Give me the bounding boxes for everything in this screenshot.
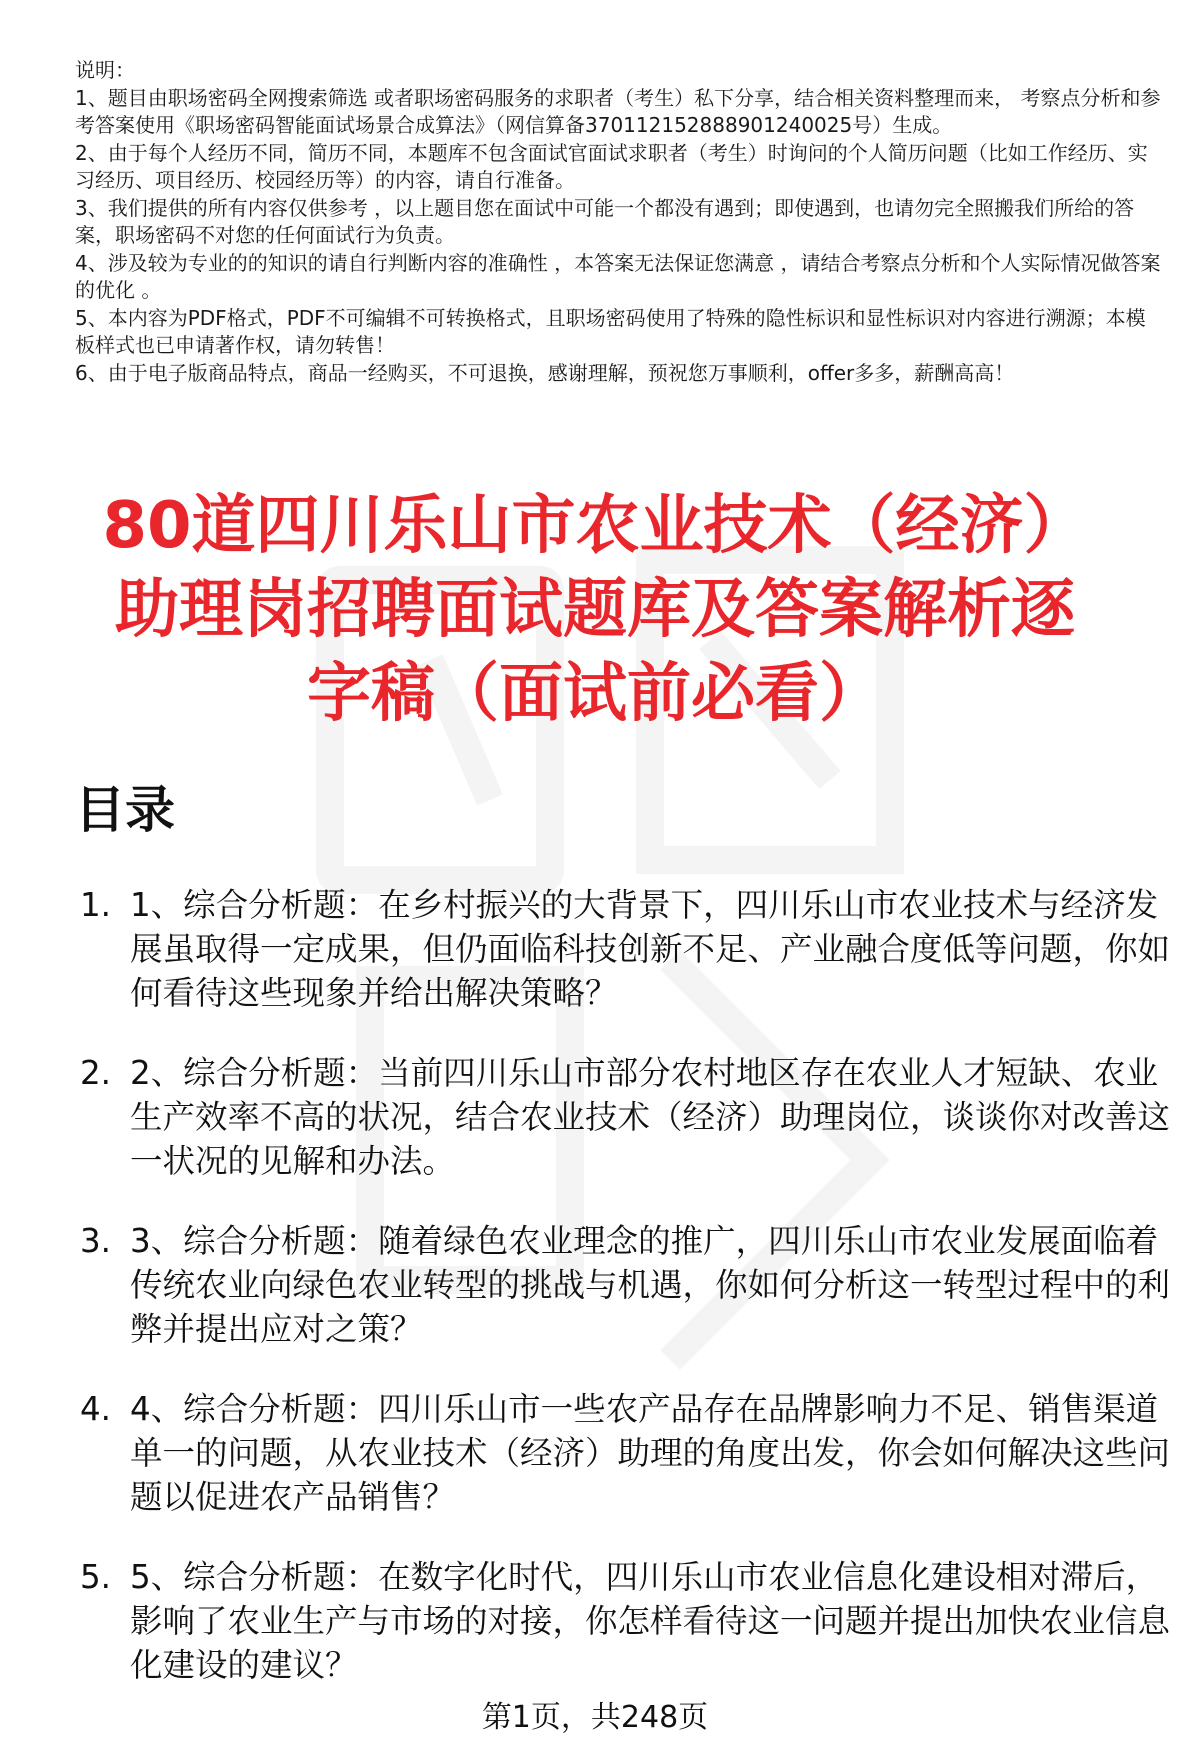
toc-item-4[interactable] [75, 1387, 1175, 1519]
disclaimer-line-1: 1、题目由职场密码全网搜索筛选 或者职场密码服务的求职者（考生）私下分享，结合相关资料整理而来， 考察点分析和参考答案使用《职场密码智能面试场景合成算法》（网信算备370112152888901240025号）生成。 [75, 85, 1161, 137]
disclaimer-line-3: 3、我们提供的所有内容仅供参考 ，以上题目您在面试中可能一个都没有遇到；即使遇到，也请勿完全照搬我们所给的答案，职场密码不对您的任何面试行为负责。 [75, 195, 1135, 247]
toc-item-text[interactable]: 1、综合分析题：在乡村振兴的大背景下，四川乐山市农业技术与经济发展虽取得一定成果，但仍面临科技创新不足、产业融合度低等问题，你如何看待这些现象并给出解决策略？ [130, 886, 1171, 1012]
title-line-2: 助理岗招聘面试题库及答案解析逐 [115, 573, 1075, 647]
toc-item-3[interactable] [75, 1219, 1175, 1351]
page-number: 第1页，共248页 [481, 1700, 709, 1735]
title-line-3: 字稿（面试前必看） [307, 657, 883, 731]
toc-item-number: 2. [80, 1054, 112, 1092]
toc-item-1[interactable] [75, 883, 1175, 1015]
toc-item-text[interactable]: 2、综合分析题：当前四川乐山市部分农村地区存在农业人才短缺、农业生产效率不高的状况，结合农业技术（经济）助理岗位，谈谈你对改善这一状况的见解和办法。 [130, 1054, 1171, 1180]
disclaimer-line-4: 4、涉及较为专业的的知识的请自行判断内容的准确性 ，本答案无法保证您满意 ，请结合考察点分析和个人实际情况做答案的优化 。 [75, 250, 1161, 302]
toc-item-text[interactable]: 4、综合分析题：四川乐山市一些农产品存在品牌影响力不足、销售渠道单一的问题，从农业技术（经济）助理的角度出发，你会如何解决这些问题以促进农产品销售？ [130, 1390, 1171, 1516]
toc-item-number: 3. [80, 1222, 112, 1260]
disclaimer-line-6: 6、由于电子版商品特点，商品一经购买，不可退换，感谢理解，预祝您万事顺利，offer多多，薪酬高高！ [75, 360, 1015, 385]
document-title [60, 484, 1130, 736]
toc-item-number: 4. [80, 1390, 112, 1428]
disclaimer-line-5: 5、本内容为PDF格式，PDF不可编辑不可转换格式，且职场密码使用了特殊的隐性标识和显性标识对内容进行溯源；本模板样式也已申请著作权，请勿转售！ [75, 305, 1146, 357]
toc-item-number: 1. [80, 886, 112, 924]
disclaimer-notes [75, 57, 1165, 387]
toc-item-5[interactable] [75, 1555, 1175, 1687]
toc-item-2[interactable] [75, 1051, 1175, 1183]
toc-item-text[interactable]: 5、综合分析题：在数字化时代，四川乐山市农业信息化建设相对滞后，影响了农业生产与市场的对接，你怎样看待这一问题并提出加快农业信息化建设的建议？ [130, 1558, 1171, 1684]
toc-item-text[interactable]: 3、综合分析题：随着绿色农业理念的推广，四川乐山市农业发展面临着传统农业向绿色农业转型的挑战与机遇，你如何分析这一转型过程中的利弊并提出应对之策？ [130, 1222, 1171, 1348]
disclaimer-heading: 说明： [75, 58, 135, 82]
toc-heading: 目录 [75, 781, 175, 839]
toc-list [75, 883, 1175, 1723]
disclaimer-line-2: 2、由于每个人经历不同，简历不同，本题库不包含面试官面试求职者（考生）时询问的个人简历问题（比如工作经历、实习经历、项目经历、校园经历等）的内容，请自行准备。 [75, 140, 1148, 192]
toc-item-number: 5. [80, 1558, 112, 1596]
title-line-1: 80道四川乐山市农业技术（经济） [102, 489, 1088, 563]
